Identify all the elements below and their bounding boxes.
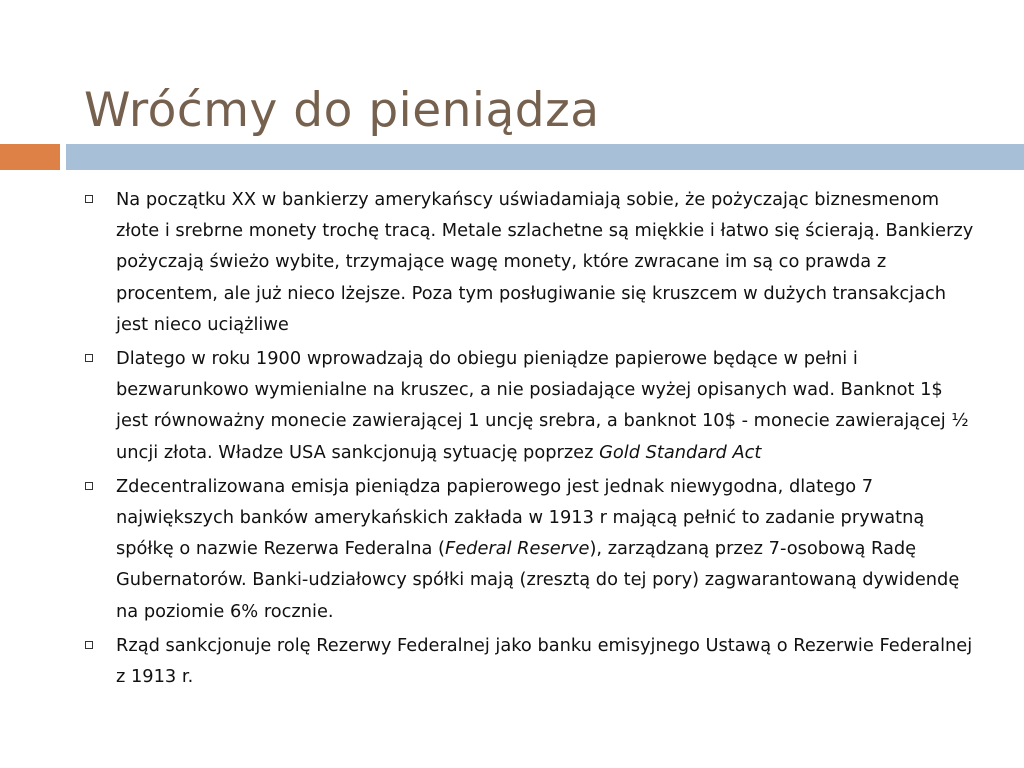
bullet-item-3 [84, 471, 974, 627]
slide-title: Wróćmy do pieniądza [84, 83, 600, 139]
bullet-text: Zdecentralizowana emisja pieniądza papierowego jest jednak niewygodna, dlatego 7 największych banków amerykańskich zakłada w 1913 r mającą pełnić to zadanie prywatną spółkę o nazwie Rezerwa Federalna (Federal Reserve), zarządzaną przez 7-osobową Radę Gubernatorów. Banki-udziałowcy spółki mają (zresztą do tej pory) zagwarantowaną dywidendę na poziomie 6% rocznie. [116, 475, 960, 622]
square-bullet-icon [85, 482, 93, 490]
square-bullet-icon [85, 641, 93, 649]
square-bullet-icon [85, 195, 93, 203]
federal-reserve-term: Federal Reserve [444, 538, 590, 560]
accent-bar-orange [0, 144, 60, 170]
bullet-text: Na początku XX w bankierzy amerykańscy uświadamiają sobie, że pożyczając biznesmenom złote i srebrne monety trochę tracą. Metale szlachetne są miękkie i łatwo się ścierają. Bankierzy pożyczają świeżo wybite, trzymające wagę monety, które zwracane im są co prawda z procentem, ale już nieco lżejsze. Poza tym posługiwanie się kruszcem w dużych transakcjach jest nieco uciążliwe [116, 189, 974, 335]
accent-bar-blue [66, 144, 1024, 170]
bullet-item-1 [84, 184, 974, 340]
square-bullet-icon [85, 354, 93, 362]
bullet-item-4 [84, 630, 974, 692]
bullet-item-2 [84, 343, 974, 468]
bullet-text: Dlatego w roku 1900 wprowadzają do obiegu pieniądze papierowe będące w pełni i bezwarunkowo wymienialne na kruszec, a nie posiadające wyżej opisanych wad. Banknot 1$ jest równoważny monecie zawierającej 1 uncję srebra, a banknot 10$ - monecie zawierającej ½ uncji złota. Władze USA sankcjonują sytuację poprzez Gold Standard Act [116, 348, 969, 463]
bullet-list [84, 184, 974, 695]
bullet-text: Rząd sankcjonuje rolę Rezerwy Federalnej jako banku emisyjnego Ustawą o Rezerwie Federalnej z 1913 r. [116, 634, 973, 688]
gold-standard-act-term: Gold Standard Act [599, 441, 762, 463]
